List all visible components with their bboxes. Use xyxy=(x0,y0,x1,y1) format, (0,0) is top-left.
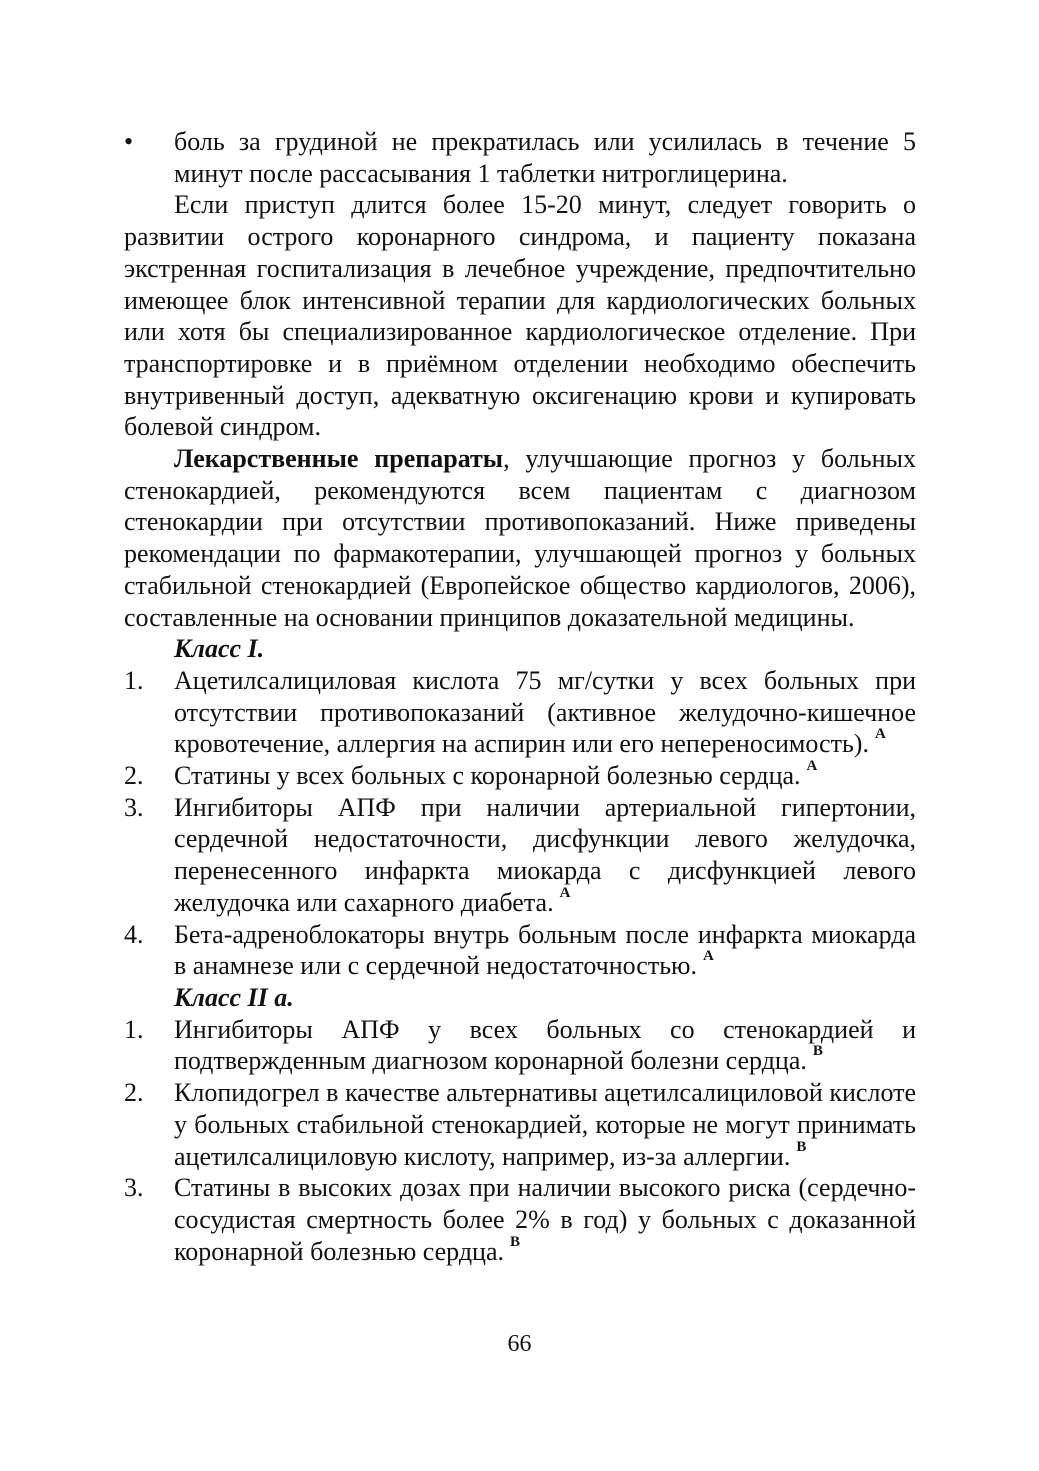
list-number: 1. xyxy=(124,1014,144,1044)
evidence-grade: B xyxy=(812,1043,823,1060)
document-page xyxy=(124,126,916,1267)
list-item-text: Ингибиторы АПФ у всех больных со стенокардией и подтвержденным диагнозом коронарной болезни сердца. xyxy=(174,1014,916,1076)
evidence-grade: A xyxy=(874,726,886,743)
class-1-item xyxy=(124,760,916,792)
paragraph-drugs-bold-lead: Лекарственные препараты xyxy=(174,444,504,474)
page-number: 66 xyxy=(507,1331,532,1357)
class-1-heading: Класс I. xyxy=(174,634,265,664)
list-item-text: Бета-адреноблокаторы внутрь больным после инфаркта миокарда в анамнезе или с сердечной недостаточностью. xyxy=(174,919,916,981)
list-number: 1. xyxy=(124,665,144,695)
list-number: 3. xyxy=(124,1173,144,1203)
list-item-text: Статины в высоких дозах при наличии высокого риска (сердечно-сосудистая смертность более 2% в год) у больных с доказанной коронарной болезнью сердца. xyxy=(174,1173,916,1266)
list-number: 2. xyxy=(124,1078,144,1108)
class-2a-heading: Класс II a. xyxy=(174,982,294,1012)
list-item-text: Статины у всех больных с коронарной болезнью сердца. xyxy=(174,761,801,791)
evidence-grade: A xyxy=(806,758,818,775)
list-number: 2. xyxy=(124,761,144,791)
evidence-grade: A xyxy=(559,884,571,901)
bullet-item xyxy=(124,126,916,189)
class-1-item xyxy=(124,665,916,760)
bullet-text: боль за грудиной не прекратилась или усилилась в течение 5 минут после рассасывания 1 таблетки нитроглицерина. xyxy=(174,127,916,188)
evidence-grade: A xyxy=(702,948,714,965)
class-2a-item xyxy=(124,1014,916,1077)
class-2a-item xyxy=(124,1077,916,1172)
class-1-item xyxy=(124,919,916,982)
paragraph-acute-coronary: Если приступ длится более 15-20 минут, следует говорить о развитии острого коронарного синдрома, и пациенту показана экстренная госпитализация в лечебное учреждение, предпочтительно имеющее блок интенсивной терапии для кардиологических больных или хотя бы специализированное кардиологическое отделение. При транспортировке и в приёмном отделении необходимо обеспечить внутривенный доступ, адекватную оксигенацию крови и купировать болевой синдром. xyxy=(124,190,916,442)
bullet-marker: • xyxy=(124,127,134,156)
list-item-text: Ингибиторы АПФ при наличии артериальной гипертонии, сердечной недостаточности, дисфункции левого желудочка, перенесенного инфаркта миокарда с дисфункцией левого желудочка или сахарного диабета. xyxy=(174,792,916,917)
class-1-item xyxy=(124,792,916,919)
class-2a-item xyxy=(124,1172,916,1267)
paragraph-drugs xyxy=(124,443,916,633)
list-item-text: Клопидогрел в качестве альтернативы ацетилсалициловой кислоте у больных стабильной стенокардией, которые не могут принимать ацетилсалициловую кислоту, например, из-за аллергии. xyxy=(174,1078,916,1171)
evidence-grade: B xyxy=(796,1138,807,1155)
list-number: 4. xyxy=(124,919,144,949)
paragraph-drugs-rest: , улучшающие прогноз у больных стенокардией, рекомендуются всем пациентам с диагнозом стенокардии при отсутствии противопоказаний. Ниже приведены рекомендации по фармакотерапии, улучшающей прогноз у больных стабильной стенокардией (Европейское общество кардиологов, 2006), составленные на основании принципов доказательной медицины. xyxy=(124,444,916,632)
list-number: 3. xyxy=(124,792,144,822)
list-item-text: Ацетилсалициловая кислота 75 мг/сутки у всех больных при отсутствии противопоказаний (активное желудочно-кишечное кровотечение, аллергия на аспирин или его непереносимость). xyxy=(174,665,916,759)
evidence-grade: B xyxy=(510,1233,521,1250)
